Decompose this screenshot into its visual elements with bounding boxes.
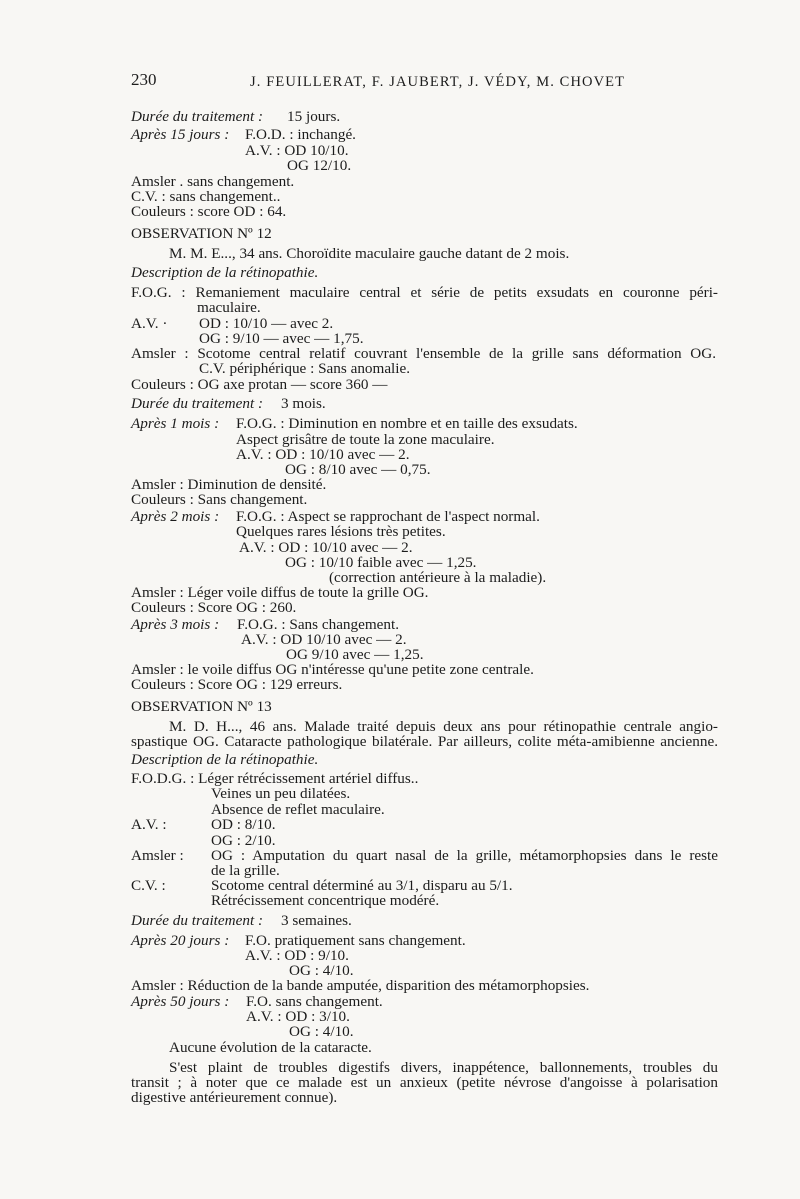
text-line: M. M. E..., 34 ans. Choroïdite maculaire gauche datant de 2 mois. bbox=[169, 245, 570, 262]
text-line: (correction antérieure à la maladie). bbox=[329, 569, 547, 586]
text-line: OG : 4/10. bbox=[289, 962, 354, 979]
text-line: A.V. : OD 10/10. bbox=[245, 142, 349, 159]
text-line: Rétrécissement concentrique modéré. bbox=[211, 892, 440, 909]
text-line: F.O. sans changement. bbox=[246, 993, 383, 1010]
text-line: 3 mois. bbox=[281, 395, 326, 412]
text-line: Veines un peu dilatées. bbox=[211, 785, 351, 802]
text-line: Amsler . sans changement. bbox=[131, 173, 295, 190]
text-line: Amsler : Réduction de la bande amputée, disparition des métamorphopsies. bbox=[131, 977, 590, 994]
text-line: F.O.G. : Remaniement maculaire central et série de petits exsudats en couronne péri- bbox=[131, 284, 718, 301]
text-line: OG : 10/10 faible avec — 1,25. bbox=[285, 554, 477, 571]
running-header: J. FEUILLERAT, F. JAUBERT, J. VÉDY, M. CHOVET bbox=[250, 74, 626, 90]
text-line: Couleurs : Sans changement. bbox=[131, 491, 308, 508]
text-line: Après 1 mois : bbox=[131, 415, 223, 432]
text-line: digestive antérieurement connue). bbox=[131, 1089, 338, 1106]
text-line: C.V. : bbox=[131, 877, 166, 894]
text-line: Après 2 mois : bbox=[131, 508, 223, 525]
text-line: OG : 9/10 — avec — 1,75. bbox=[199, 330, 364, 347]
text-line: Absence de reflet maculaire. bbox=[211, 801, 385, 818]
text-line: F.O.G. : Diminution en nombre et en taille des exsudats. bbox=[236, 415, 578, 432]
text-line: Après 50 jours : bbox=[131, 993, 234, 1010]
text-line: Amsler : Diminution de densité. bbox=[131, 476, 327, 493]
text-line: F.O. pratiquement sans changement. bbox=[245, 932, 466, 949]
text-line: Durée du traitement : bbox=[131, 108, 267, 125]
text-line: OG : 2/10. bbox=[211, 832, 276, 849]
text-line: Après 20 jours : bbox=[131, 932, 234, 949]
text-line: Amsler : Scotome central relatif couvrant l'ensemble de la grille sans déformation OG. bbox=[131, 345, 716, 362]
text-line: Couleurs : Score OG : 129 erreurs. bbox=[131, 676, 343, 693]
text-line: Durée du traitement : bbox=[131, 912, 267, 929]
text-line: Après 15 jours : bbox=[131, 126, 234, 143]
text-line: S'est plaint de troubles digestifs divers, inappétence, ballonnements, troubles du bbox=[169, 1059, 718, 1076]
text-line: Description de la rétinopathie. bbox=[131, 751, 319, 768]
text-line: Couleurs : OG axe protan — score 360 — bbox=[131, 376, 388, 393]
text-line: spastique OG. Cataracte pathologique bilatérale. Par ailleurs, colite méta-amibienne ancienne. bbox=[131, 733, 718, 750]
text-line: A.V. : OD : 9/10. bbox=[245, 947, 349, 964]
text-line: A.V. : OD : 10/10 avec — 2. bbox=[236, 446, 410, 463]
text-line: Aucune évolution de la cataracte. bbox=[169, 1039, 372, 1056]
text-line: Amsler : Léger voile diffus de toute la grille OG. bbox=[131, 584, 429, 601]
text-line: Amsler : le voile diffus OG n'intéresse qu'une petite zone centrale. bbox=[131, 661, 534, 678]
text-line: OD : 10/10 — avec 2. bbox=[199, 315, 334, 332]
text-line: Scotome central déterminé au 3/1, disparu au 5/1. bbox=[211, 877, 513, 894]
text-line: OG : 8/10 avec — 0,75. bbox=[285, 461, 431, 478]
text-line: F.O.G. : Aspect se rapprochant de l'aspect normal. bbox=[236, 508, 540, 525]
section-heading: OBSERVATION Nº 12 bbox=[131, 225, 272, 242]
text-line: A.V. : bbox=[131, 816, 167, 833]
text-line: Après 3 mois : bbox=[131, 616, 223, 633]
text-line: de la grille. bbox=[211, 862, 280, 879]
text-line: Aspect grisâtre de toute la zone maculaire. bbox=[236, 431, 495, 448]
section-heading: OBSERVATION Nº 13 bbox=[131, 698, 272, 715]
text-line: Durée du traitement : bbox=[131, 395, 267, 412]
text-line: OG : 4/10. bbox=[289, 1023, 354, 1040]
text-line: OG : Amputation du quart nasal de la grille, métamorphopsies dans le reste bbox=[211, 847, 718, 864]
text-line: Quelques rares lésions très petites. bbox=[236, 523, 446, 540]
text-line: Amsler : bbox=[131, 847, 184, 864]
text-line: OG 9/10 avec — 1,25. bbox=[286, 646, 424, 663]
text-line: A.V. · bbox=[131, 315, 168, 332]
text-line: F.O.D.G. : Léger rétrécissement artériel diffus.. bbox=[131, 770, 419, 787]
text-line: C.V. : sans changement.. bbox=[131, 188, 281, 205]
text-line: A.V. : OD : 10/10 avec — 2. bbox=[239, 539, 413, 556]
text-line: A.V. : OD : 3/10. bbox=[246, 1008, 350, 1025]
text-line: A.V. : OD 10/10 avec — 2. bbox=[241, 631, 407, 648]
text-line: OG 12/10. bbox=[287, 157, 352, 174]
text-line: OD : 8/10. bbox=[211, 816, 276, 833]
text-line: 3 semaines. bbox=[281, 912, 352, 929]
text-line: C.V. périphérique : Sans anomalie. bbox=[199, 360, 411, 377]
text-line: M. D. H..., 46 ans. Malade traité depuis deux ans pour rétinopathie centrale angio- bbox=[169, 718, 718, 735]
text-line: Couleurs : score OD : 64. bbox=[131, 203, 287, 220]
text-line: Description de la rétinopathie. bbox=[131, 264, 319, 281]
text-line: F.O.G. : Sans changement. bbox=[237, 616, 400, 633]
text-line: transit ; à noter que ce malade est un anxieux (petite névrose d'angoisse à polarisation bbox=[131, 1074, 718, 1091]
text-line: 15 jours. bbox=[287, 108, 341, 125]
text-line: F.O.D. : inchangé. bbox=[245, 126, 356, 143]
page-number: 230 bbox=[131, 70, 157, 89]
text-line: maculaire. bbox=[197, 299, 261, 316]
text-line: Couleurs : Score OG : 260. bbox=[131, 599, 297, 616]
